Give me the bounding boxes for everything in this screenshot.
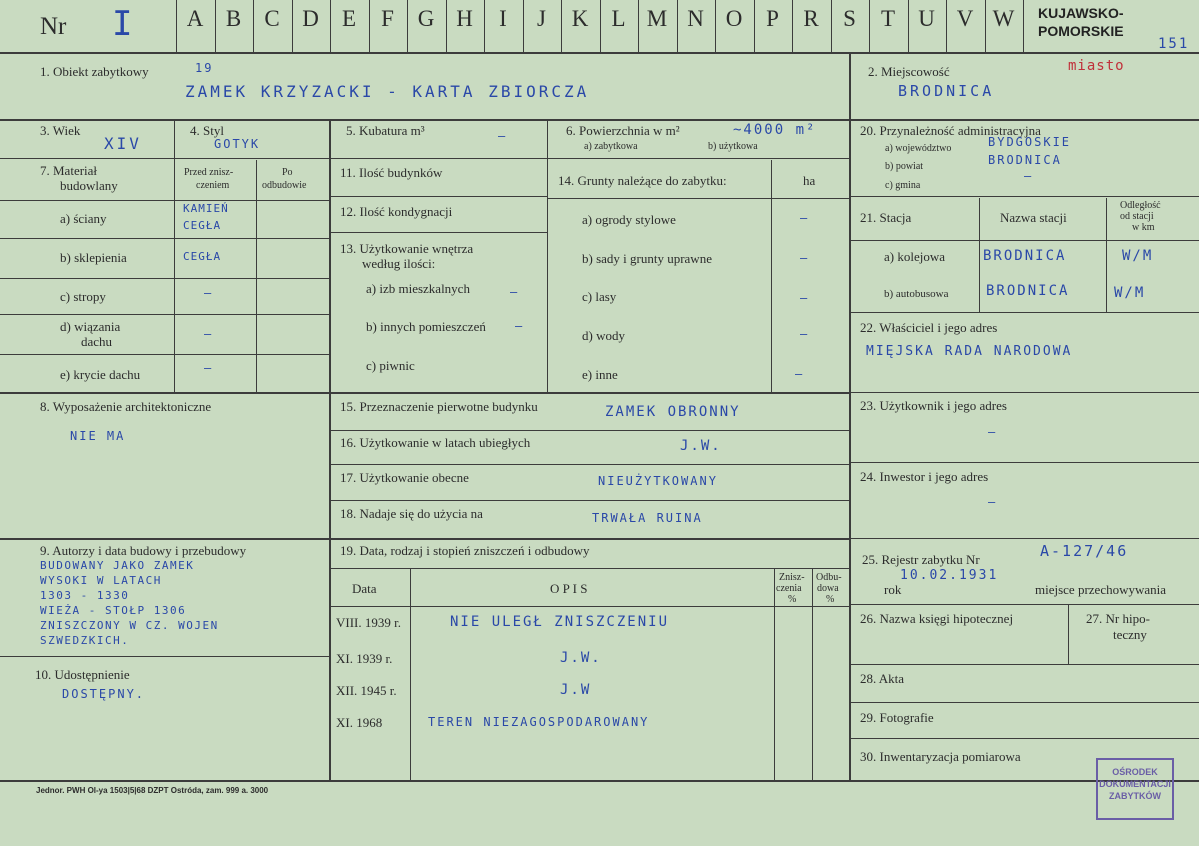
inwestor-value: — bbox=[988, 495, 998, 509]
budynki-label: 11. Ilość budynków bbox=[340, 165, 443, 180]
ceilings-value: — bbox=[204, 286, 214, 300]
kondygnacje-label: 12. Ilość kondygnacji bbox=[340, 204, 453, 219]
stamp-line-3: ZABYTKÓW bbox=[1109, 791, 1161, 801]
nr-hipoteczny-label-2: teczny bbox=[1113, 627, 1147, 642]
uzytkowanie-obecne-value: NIEUŻYTKOWANY bbox=[598, 474, 718, 488]
uzytkowanie-wnetrza-label-2: według ilości: bbox=[362, 256, 436, 271]
ogrody-label: a) ogrody stylowe bbox=[582, 212, 676, 227]
autorzy-line: WYSOKI W LATACH bbox=[40, 574, 162, 587]
zniszczenia-col-desc: O P I S bbox=[550, 581, 588, 596]
powierzchnia-a: a) zabytkowa bbox=[584, 141, 638, 152]
rejestr-rok-value: 10.02.1931 bbox=[900, 568, 999, 583]
zniszczenia-col-date: Data bbox=[352, 581, 377, 596]
stacja-label: 21. Stacja bbox=[860, 210, 912, 225]
fotografie-label: 29. Fotografie bbox=[860, 710, 934, 725]
izby-label: a) izb mieszkalnych bbox=[366, 281, 470, 296]
zniszczenia-row-date: VIII. 1939 r. bbox=[336, 615, 401, 630]
nadaje-sie-label: 18. Nadaje się do użycia na bbox=[340, 506, 483, 521]
grunty-label: 14. Grunty należące do zabytku: bbox=[558, 173, 727, 188]
grunty-unit: ha bbox=[803, 173, 816, 188]
index-letter-c: C bbox=[264, 6, 280, 31]
inwentaryzacja-label: 30. Inwentaryzacja pomiarowa bbox=[860, 749, 1021, 764]
powierzchnia-value: ~4000 m² bbox=[733, 122, 817, 138]
przeznaczenie-value: ZAMEK OBRONNY bbox=[605, 404, 741, 420]
powierzchnia-label: 6. Powierzchnia w m² bbox=[566, 123, 680, 138]
material-col-after-1: Po bbox=[282, 167, 293, 178]
region-line-1: KUJAWSKO- bbox=[1038, 5, 1124, 21]
index-letter-b: B bbox=[225, 6, 242, 31]
index-letter-v: V bbox=[956, 6, 974, 31]
index-letter-l: L bbox=[611, 6, 626, 31]
index-letter-w: W bbox=[992, 6, 1015, 31]
index-letter-f: F bbox=[381, 6, 394, 31]
rejestr-place-label: miejsce przechowywania bbox=[1035, 582, 1167, 597]
przynaleznosc-label: 20. Przynależność administracyjna bbox=[860, 123, 1041, 138]
styl-value: GOTYK bbox=[214, 137, 261, 151]
zniszczenia-row-desc: J.W bbox=[560, 682, 592, 698]
zniszczenia-col-reb-3: % bbox=[826, 594, 835, 605]
index-letter-e: E bbox=[341, 6, 357, 31]
kolejowa-dist: W/M bbox=[1122, 248, 1154, 264]
kolejowa-label: a) kolejowa bbox=[884, 249, 946, 264]
udostepnienie-value: DOSTĘPNY. bbox=[62, 687, 146, 701]
vaults-value: CEGŁA bbox=[183, 250, 222, 263]
region-code: 151 bbox=[1158, 36, 1190, 52]
zniszczenia-col-dmg-1: Znisz- bbox=[779, 572, 805, 583]
autorzy-line: ZNISZCZONY W CZ. WOJEN bbox=[40, 619, 219, 632]
roof-cover-label: e) krycie dachu bbox=[60, 367, 141, 382]
obiekt-number: 19 bbox=[195, 61, 214, 75]
wiek-label: 3. Wiek bbox=[40, 123, 81, 138]
walls-label: a) ściany bbox=[60, 211, 107, 226]
inne-label: e) inne bbox=[582, 367, 618, 382]
index-letter-a: A bbox=[186, 6, 204, 31]
zniszczenia-row-desc: TEREN NIEZAGOSPODAROWANY bbox=[428, 715, 650, 729]
kubatura-value: — bbox=[498, 129, 508, 143]
autobusowa-dist: W/M bbox=[1114, 285, 1146, 301]
index-letter-h: H bbox=[456, 6, 473, 31]
wyposazenie-label: 8. Wyposażenie architektoniczne bbox=[40, 399, 212, 414]
stamp-line-1: OŚRODEK bbox=[1112, 767, 1158, 777]
print-note: Jednor. PWH Ol-ya 1503|5|68 DZPT Ostróda, zam. 999 a. 3000 bbox=[36, 786, 269, 795]
walls-value-2: CEGŁA bbox=[183, 219, 222, 232]
wody-label: d) wody bbox=[582, 328, 625, 343]
index-letter-p: P bbox=[766, 6, 779, 31]
izby-value: — bbox=[510, 285, 520, 299]
udostepnienie-label: 10. Udostępnienie bbox=[35, 667, 130, 682]
wlasciciel-label: 22. Właściciel i jego adres bbox=[860, 320, 998, 335]
nadaje-sie-value: TRWAŁA RUINA bbox=[592, 511, 703, 525]
stacja-col-name: Nazwa stacji bbox=[1000, 210, 1067, 225]
miejscowosc-value: BRODNICA bbox=[898, 82, 995, 100]
index-letter-u: U bbox=[918, 6, 935, 31]
zniszczenia-col-dmg-3: % bbox=[788, 594, 797, 605]
index-letter-o: O bbox=[725, 6, 743, 31]
wlasciciel-value: MIĘJSKA RADA NARODOWA bbox=[866, 344, 1073, 359]
index-letter-j: J bbox=[537, 6, 546, 31]
miejscowosc-note: miasto bbox=[1068, 58, 1125, 74]
uzytkownik-value: — bbox=[988, 425, 998, 439]
rejestr-rok-label: rok bbox=[884, 582, 902, 597]
zniszczenia-row-desc: J.W. bbox=[560, 650, 602, 666]
piwnice-label: c) piwnic bbox=[366, 358, 415, 373]
obiekt-value: ZAMEK KRZYZACKI - KARTA ZBIORCZA bbox=[185, 82, 590, 101]
roof-cover-value: — bbox=[204, 361, 214, 375]
wojewodztwo-label: a) województwo bbox=[885, 143, 952, 154]
index-letter-m: M bbox=[646, 6, 668, 31]
nr-hipoteczny-label-1: 27. Nr hipo- bbox=[1086, 611, 1150, 626]
lasy-value: — bbox=[800, 291, 810, 305]
autobusowa-name: BRODNICA bbox=[986, 283, 1070, 299]
inwestor-label: 24. Inwestor i jego adres bbox=[860, 469, 989, 484]
walls-value-1: KAMIEŃ bbox=[183, 202, 229, 215]
pomieszczenia-label: b) innych pomieszczeń bbox=[366, 319, 486, 334]
sady-label: b) sady i grunty uprawne bbox=[582, 251, 712, 266]
archive-stamp bbox=[1096, 758, 1174, 820]
rejestr-nr-value: A-127/46 bbox=[1040, 542, 1129, 560]
kolejowa-name: BRODNICA bbox=[983, 248, 1067, 264]
kubatura-label: 5. Kubatura m³ bbox=[346, 123, 425, 138]
material-col-after-2: odbudowie bbox=[262, 180, 307, 191]
nr-label: Nr bbox=[40, 13, 67, 40]
pomieszczenia-value: — bbox=[515, 319, 525, 333]
material-label-1: 7. Materiał bbox=[40, 163, 98, 178]
index-letter-k: K bbox=[571, 6, 589, 31]
ksiega-label: 26. Nazwa księgi hipotecznej bbox=[860, 611, 1014, 626]
ceilings-label: c) stropy bbox=[60, 289, 106, 304]
zniszczenia-row-date: XI. 1939 r. bbox=[336, 651, 393, 666]
index-letter-s: S bbox=[843, 6, 856, 31]
zniszczenia-row-desc: NIE ULEGŁ ZNISZCZENIU bbox=[450, 614, 670, 630]
index-letter-i: I bbox=[499, 6, 507, 31]
gmina-value: — bbox=[1024, 169, 1034, 183]
index-letter-r: R bbox=[803, 6, 819, 31]
stacja-col-dist-1: Odległość bbox=[1120, 200, 1161, 211]
obiekt-label: 1. Obiekt zabytkowy bbox=[40, 64, 149, 79]
uzytkowanie-ubiegle-label: 16. Użytkowanie w latach ubiegłych bbox=[340, 435, 531, 450]
zniszczenia-row-date: XII. 1945 r. bbox=[336, 683, 397, 698]
roof-bind-label-1: d) wiązania bbox=[60, 319, 121, 334]
rejestr-label: 25. Rejestr zabytku Nr bbox=[862, 552, 980, 567]
index-letter-t: T bbox=[880, 6, 896, 31]
powiat-label: b) powiat bbox=[885, 161, 924, 172]
wiek-value: XIV bbox=[104, 134, 142, 153]
autorzy-label: 9. Autorzy i data budowy i przebudowy bbox=[40, 543, 247, 558]
roof-bind-label-2: dachu bbox=[81, 334, 113, 349]
region-label bbox=[1038, 4, 1124, 40]
zniszczenia-col-dmg-2: czenia bbox=[776, 583, 802, 594]
zniszczenia-row-date: XI. 1968 bbox=[336, 715, 383, 730]
zniszczenia-label: 19. Data, rodzaj i stopień zniszczeń i odbudowy bbox=[340, 543, 590, 558]
material-col-before-1: Przed znisz- bbox=[184, 167, 234, 178]
miejscowosc-label: 2. Miejscowość bbox=[868, 64, 950, 79]
region-line-2: POMORSKIE bbox=[1038, 23, 1124, 39]
ogrody-value: — bbox=[800, 211, 810, 225]
inne-value: — bbox=[795, 367, 805, 381]
powierzchnia-b: b) użytkowa bbox=[708, 141, 758, 152]
material-label-2: budowlany bbox=[60, 178, 118, 193]
wody-value: — bbox=[800, 327, 810, 341]
material-col-before-2: czeniem bbox=[196, 180, 230, 191]
zniszczenia-col-reb-1: Odbu- bbox=[816, 572, 842, 583]
uzytkowanie-ubiegle-value: J.W. bbox=[680, 438, 722, 454]
autorzy-line: SZWEDZKICH. bbox=[40, 634, 130, 647]
lasy-label: c) lasy bbox=[582, 289, 617, 304]
uzytkowanie-wnetrza-label-1: 13. Użytkowanie wnętrza bbox=[340, 241, 474, 256]
index-letter-n: N bbox=[687, 6, 704, 31]
stamp-line-2: DOKUMENTACJI bbox=[1099, 779, 1171, 789]
autorzy-line: BUDOWANY JAKO ZAMEK bbox=[40, 559, 195, 572]
wyposazenie-value: NIE MA bbox=[70, 429, 126, 443]
przeznaczenie-label: 15. Przeznaczenie pierwotne budynku bbox=[340, 399, 538, 414]
vaults-label: b) sklepienia bbox=[60, 250, 127, 265]
styl-label: 4. Styl bbox=[190, 123, 224, 138]
uzytkownik-label: 23. Użytkownik i jego adres bbox=[860, 398, 1007, 413]
autorzy-line: WIEŻA - STOŁP 1306 bbox=[40, 604, 187, 617]
powiat-value: BRODNICA bbox=[988, 153, 1062, 167]
letter-separator bbox=[1023, 0, 1024, 52]
sady-value: — bbox=[800, 251, 810, 265]
autobusowa-label: b) autobusowa bbox=[884, 288, 949, 300]
gmina-label: c) gmina bbox=[885, 180, 921, 191]
index-letter-d: D bbox=[302, 6, 319, 31]
wojewodztwo-value: BYDGOSKIE bbox=[988, 135, 1072, 149]
stacja-col-dist-3: w km bbox=[1132, 222, 1155, 233]
stacja-col-dist-2: od stacji bbox=[1120, 211, 1154, 222]
nr-value: I bbox=[112, 4, 136, 44]
roof-bind-value: — bbox=[204, 327, 214, 341]
index-letter-g: G bbox=[417, 6, 435, 31]
zniszczenia-col-reb-2: dowa bbox=[817, 583, 839, 594]
akta-label: 28. Akta bbox=[860, 671, 905, 686]
autorzy-line: 1303 - 1330 bbox=[40, 589, 130, 602]
uzytkowanie-obecne-label: 17. Użytkowanie obecne bbox=[340, 470, 469, 485]
